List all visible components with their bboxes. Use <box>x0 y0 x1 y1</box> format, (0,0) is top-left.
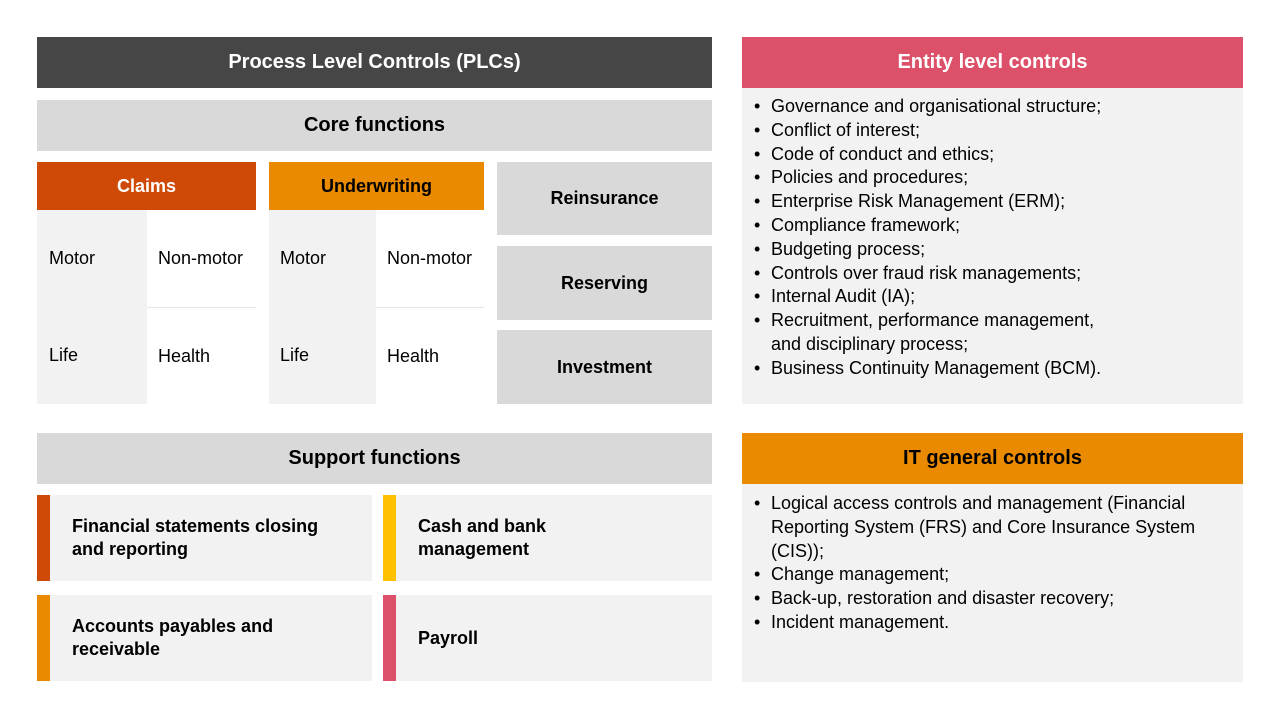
investment-label: Investment <box>556 356 653 377</box>
support-accent-bar <box>383 595 396 681</box>
support-accent-bar <box>37 595 50 681</box>
support-label: Financial statements closing and reporting <box>72 516 319 559</box>
underwriting-header <box>269 162 484 210</box>
plc-title: Process Level Controls (PLCs) <box>228 51 521 73</box>
elc-item: • Governance and organisational structure; <box>742 95 1243 119</box>
support-box-financial-statements <box>37 495 372 581</box>
core-functions-header <box>37 100 712 151</box>
claims-cell-health <box>147 308 256 404</box>
claims-cell-motor <box>37 210 147 307</box>
underwriting-cell-life <box>269 307 376 404</box>
itgc-item: • Change management; <box>742 563 1217 587</box>
elc-header <box>742 37 1243 88</box>
support-label: Cash and bank management <box>418 516 547 559</box>
elc-item: • Compliance framework; <box>742 214 1243 238</box>
support-box-payroll <box>383 595 712 681</box>
claims-header <box>37 162 256 210</box>
elc-item: • Enterprise Risk Management (ERM); <box>742 190 1243 214</box>
elc-item: • Policies and procedures; <box>742 166 1243 190</box>
claims-non-motor-label: Non-motor <box>158 248 244 268</box>
elc-item: • Internal Audit (IA); <box>742 285 1243 309</box>
claims-cell-non-motor <box>147 210 256 307</box>
claims-motor-label: Motor <box>49 248 96 268</box>
support-label: Accounts payables and receivable <box>72 616 274 659</box>
underwriting-cell-health <box>376 308 484 404</box>
elc-list <box>742 95 1243 381</box>
reinsurance-label: Reinsurance <box>550 188 659 208</box>
reserving-box <box>497 246 712 320</box>
support-label: Payroll <box>418 627 479 648</box>
reserving-label: Reserving <box>560 272 649 293</box>
support-box-cash-bank <box>383 495 712 581</box>
itgc-item: • Back-up, restoration and disaster recovery; <box>742 587 1217 611</box>
elc-title: Entity level controls <box>897 51 1088 73</box>
underwriting-cell-non-motor <box>376 210 484 307</box>
elc-panel <box>742 88 1243 404</box>
claims-title: Claims <box>116 175 177 196</box>
underwriting-life-label: Life <box>280 345 310 365</box>
core-functions-title: Core functions <box>303 114 446 136</box>
elc-item: • Recruitment, performance management, and disciplinary process; <box>742 309 1116 357</box>
itgc-header <box>742 433 1243 484</box>
support-functions-header <box>37 433 712 484</box>
claims-life-label: Life <box>49 345 79 365</box>
elc-item: • Business Continuity Management (BCM). <box>742 357 1243 381</box>
underwriting-health-label: Health <box>387 345 440 366</box>
support-accent-bar <box>383 495 396 581</box>
support-accent-bar <box>37 495 50 581</box>
itgc-panel <box>742 484 1243 682</box>
itgc-item: • Logical access controls and management (Financial Reporting System (FRS) and Core Insurance System (CIS)); <box>742 492 1217 563</box>
claims-cell-life <box>37 307 147 404</box>
itgc-item: • Incident management. <box>742 611 1217 635</box>
underwriting-title: Underwriting <box>321 175 432 196</box>
claims-health-label: Health <box>158 345 211 366</box>
elc-item: • Budgeting process; <box>742 238 1243 262</box>
support-functions-title: Support functions <box>288 447 461 469</box>
plc-header <box>37 37 712 88</box>
reinsurance-box <box>497 162 712 235</box>
itgc-list <box>742 492 1243 635</box>
support-box-accounts <box>37 595 372 681</box>
underwriting-motor-label: Motor <box>280 248 327 268</box>
elc-item: • Code of conduct and ethics; <box>742 143 1243 167</box>
underwriting-non-motor-label: Non-motor <box>387 248 473 268</box>
elc-item: • Controls over fraud risk managements; <box>742 262 1243 286</box>
underwriting-cell-motor <box>269 210 376 307</box>
elc-item: • Conflict of interest; <box>742 119 1243 143</box>
itgc-title: IT general controls <box>903 447 1082 469</box>
investment-box <box>497 330 712 404</box>
